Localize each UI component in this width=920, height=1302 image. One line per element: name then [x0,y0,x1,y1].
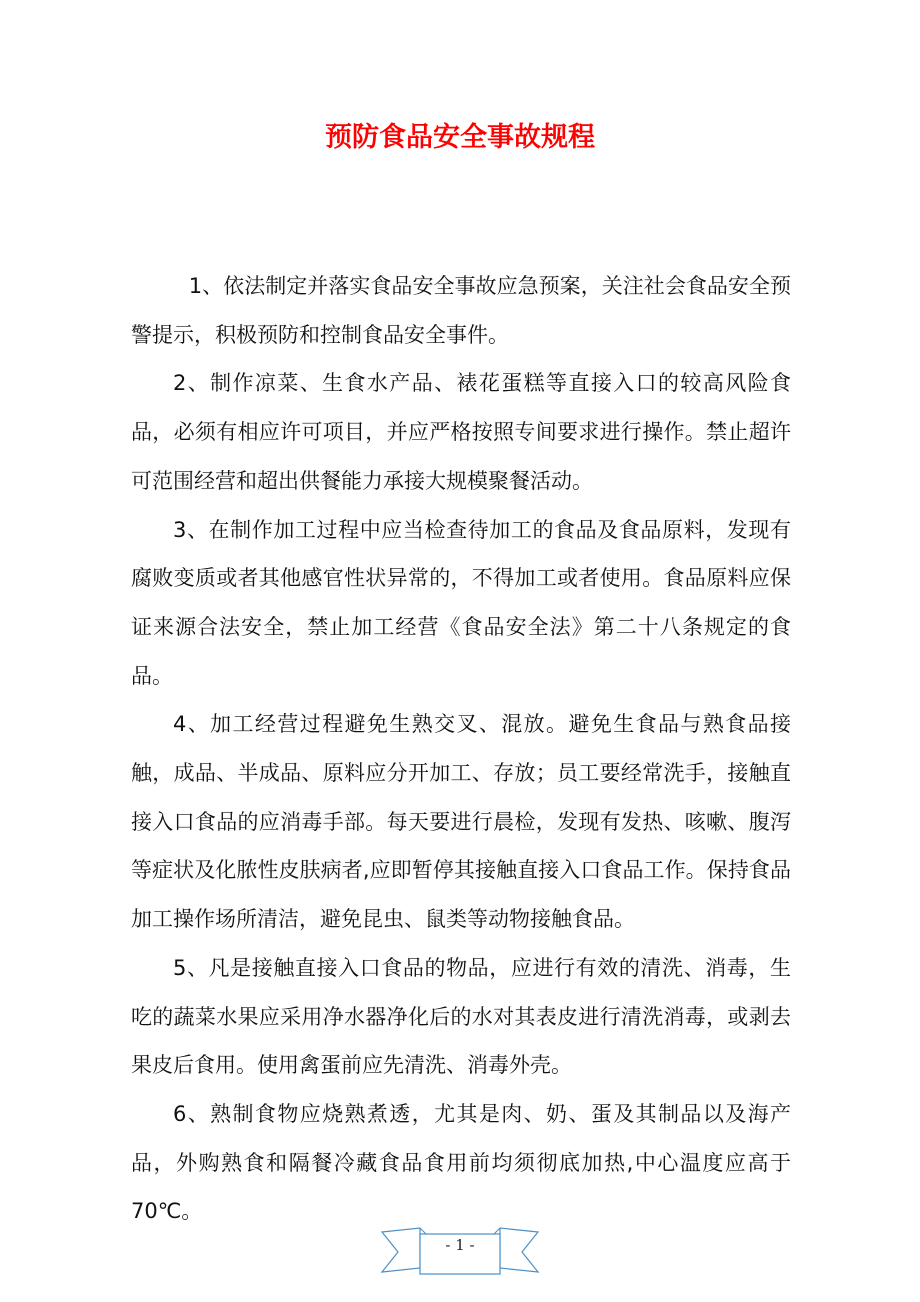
paragraph-6: 6、熟制食物应烧熟煮透，尤其是肉、奶、蛋及其制品以及海产品，外购熟食和隔餐冷藏食品食用前均须彻底加热,中心温度应高于 70℃。 [131,1101,791,1224]
paragraph-2: 2、制作凉菜、生食水产品、裱花蛋糕等直接入口的较高风险食品，必须有相应许可项目，并应严格按照专间要求进行操作。禁止超许可范围经营和超出供餐能力承接大规模聚餐活动。 [131,371,791,493]
page-number: - 1 - [445,1236,475,1254]
paragraph-4: 4、加工经营过程避免生熟交叉、混放。避免生食品与熟食品接触，成品、半成品、原料应分开加工、存放；员工要经常洗手，接触直接入口食品的应消毒手部。每天要进行晨检，发现有发热、咳嗽、腹泻等症状及化脓性皮肤病者,应即暂停其接触直接入口食品工作。保持食品加工操作场所清洁，避免昆虫、鼠类等动物接触食品。 [131,712,791,932]
document-title: 预防食品安全事故规程 [325,122,595,153]
paragraph-3: 3、在制作加工过程中应当检查待加工的食品及食品原料，发现有腐败变质或者其他感官性状异常的，不得加工或者使用。食品原料应保证来源合法安全，禁止加工经营《食品安全法》第二十八条规定的食品。 [131,517,791,688]
document-body [131,262,791,1236]
paragraph-5: 5、凡是接触直接入口食品的物品，应进行有效的清洗、消毒，生吃的蔬菜水果应采用净水器净化后的水对其表皮进行清洗消毒，或剥去果皮后食用。使用禽蛋前应先清洗、消毒外壳。 [131,955,791,1078]
paragraph-1: 1、依法制定并落实食品安全事故应急预案，关注社会食品安全预警提示，积极预防和控制食品安全事件。 [131,274,791,347]
